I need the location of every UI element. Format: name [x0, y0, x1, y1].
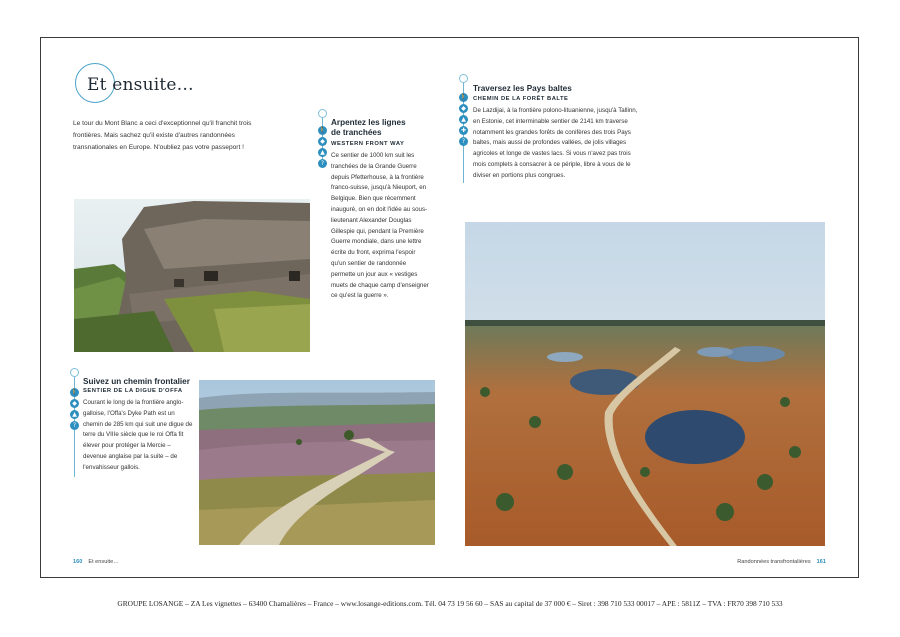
section-subtitle-offa: SENTIER DE LA DIGUE D'OFFA	[83, 388, 183, 394]
running-head-right: Randonnées transfrontalières	[737, 559, 811, 565]
section-subtitle-trenches: WESTERN FRONT WAY	[331, 141, 405, 147]
section-title-baltic: Traversez les Pays baltes	[473, 84, 572, 93]
info-icon: ?	[70, 421, 79, 430]
folio-left	[73, 559, 119, 565]
photo-heather-path	[199, 380, 435, 545]
boots-icon: ▲	[70, 410, 79, 419]
section-title-trenches: Arpentez les lignes de tranchées	[331, 118, 406, 137]
section-body-offa: Courant le long de la frontière anglo-galloise, l'Offa's Dyke Path est un chemin de 285 km qui suit une digue de terre du VIIIe siècle que le roi Offa fit élever pour protéger la Mercie – devenue anglaise par la suite – de l'envahisseur gallois.	[83, 399, 193, 471]
page-title: Et ensuite…	[87, 75, 194, 95]
folio-right	[737, 559, 826, 565]
section-body-baltic: De Lazdijai, à la frontière polono-lituanienne, jusqu'à Tallinn, en Estonie, cet interminable sentier de 2141 km traverse notamment les grandes forêts de conifères des trois Pays baltes, mais aussi de profondes vallées, de jolis villages agricoles et longe de vastes lacs. Si vous n'avez pas trois mois complets à consacrer à ce périple, libre à vous de le diviser en portions plus congrues.	[473, 107, 638, 179]
section-body-trenches: Ce sentier de 1000 km suit les tranchées de la Grande Guerre depuis Pfetterhouse, à la frontière franco-suisse, jusqu'à Nieuport, en Belgique. Bien que récemment inauguré, on en doit l'idée au sous-lieutenant Alexander Douglas Gillespie qui, pendant la Première Guerre mondiale, dans une lettre écrite du front, exprima l'espoir qu'un sentier de randonnée permette un jour aux « vestiges muets de chaque camp d'enseigner ce qu'est la guerre ».	[331, 152, 429, 300]
backpack-icon: ◆	[459, 104, 468, 113]
boots-icon: ▲	[318, 148, 327, 157]
hiker-icon: 🚶	[70, 389, 79, 396]
map-icon: ✚	[460, 127, 467, 134]
running-head-left: Et ensuite…	[88, 559, 119, 565]
publisher-footer: GROUPE LOSANGE – ZA Les vignettes – 63400 Chamalières – France – www.losange-editions.com. Tél. 04 73 19 56 60 – SAS au capital de 37 000 € – Siret : 398 710 533 00017 – APE : 5811Z – TVA : FR70 398 710 533	[117, 599, 783, 608]
page-number-right: 161	[816, 559, 826, 565]
backpack-icon: ◆	[318, 137, 327, 146]
book-spread	[40, 37, 859, 578]
timeline-ring-baltic	[459, 74, 468, 83]
photo-fortress-ruins	[74, 199, 310, 352]
info-icon: ?	[318, 159, 327, 168]
section-title-offa: Suivez un chemin frontalier	[83, 377, 190, 386]
timeline-ring-trenches	[318, 109, 327, 118]
info-icon: ?	[459, 137, 468, 146]
photo-bog-boardwalk	[465, 222, 825, 546]
backpack-icon: ◆	[70, 399, 79, 408]
hiker-icon: 🚶	[318, 127, 327, 134]
hiker-icon: 🚶	[459, 94, 468, 101]
boots-icon: ▲	[459, 115, 468, 124]
section-subtitle-baltic: CHEMIN DE LA FORÊT BALTE	[473, 96, 569, 102]
page-number-left: 160	[73, 559, 83, 565]
intro-text: Le tour du Mont Blanc a ceci d'exceptionnel qu'il franchit trois frontières. Mais sachez qu'il existe d'autres randonnées transnationales en Europe. N'oubliez pas votre passeport !	[73, 120, 252, 151]
timeline-ring-offa	[70, 368, 79, 377]
